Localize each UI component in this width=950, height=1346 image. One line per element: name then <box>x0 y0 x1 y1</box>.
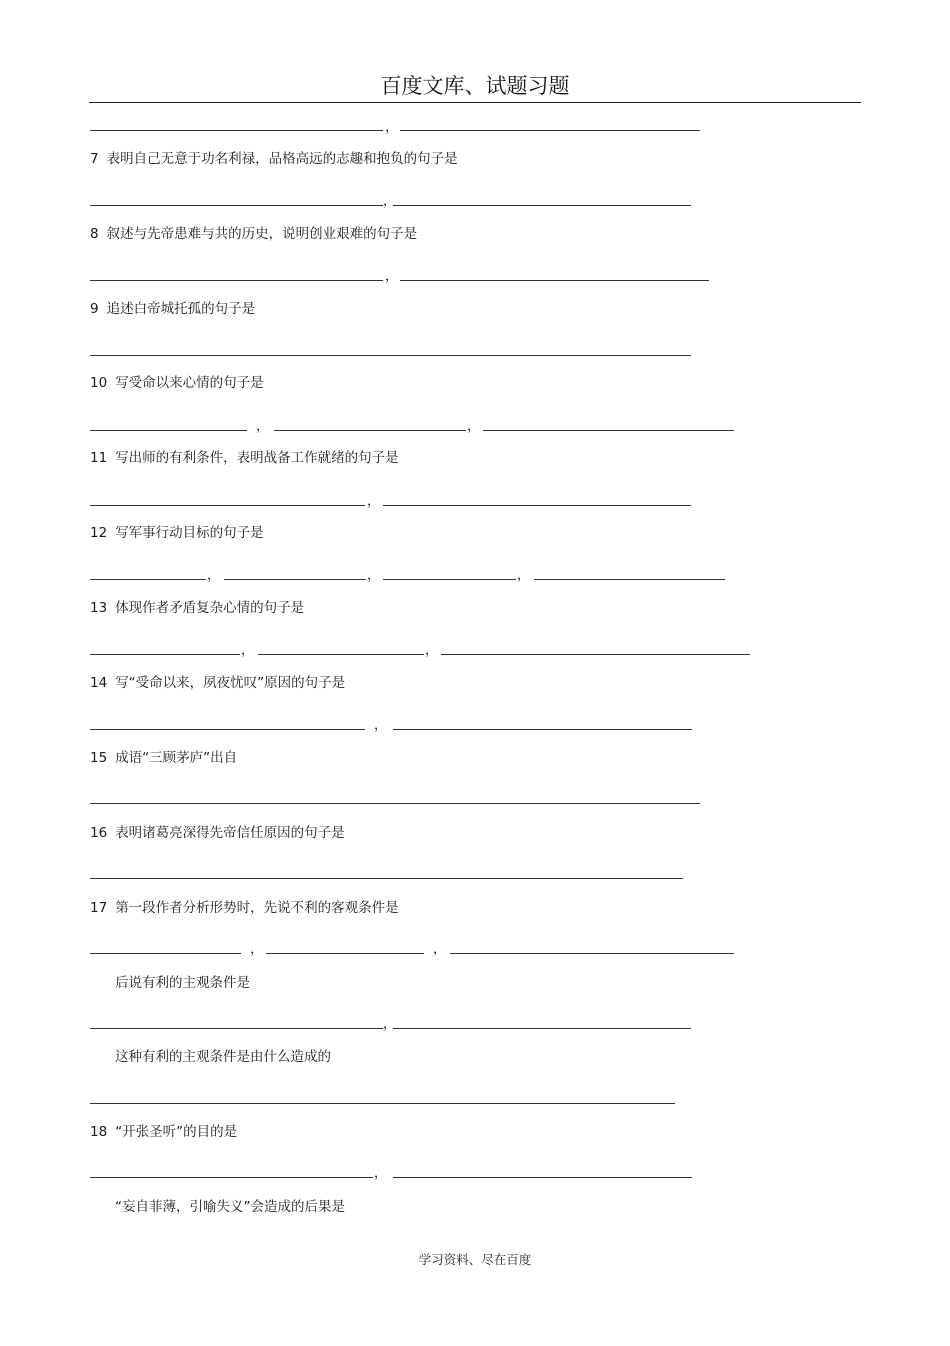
question-18 <box>90 1124 237 1140</box>
comma: ， <box>433 942 447 957</box>
header-rule <box>89 102 861 103</box>
question-text: 表明自己无意于功名利禄，品格高远的志趣和抱负的句子是 <box>106 151 458 167</box>
answer-line <box>90 803 700 804</box>
answer-line <box>90 1177 373 1178</box>
comma: ， <box>241 643 255 658</box>
question-8 <box>90 226 417 242</box>
q18-consequence-prompt: “妄自菲薄，引喻失义”会造成的后果是 <box>115 1199 345 1215</box>
question-10 <box>90 375 264 391</box>
question-16 <box>90 825 345 841</box>
comma: ， <box>374 1166 388 1181</box>
answer-line <box>400 130 700 131</box>
answer-line <box>90 355 691 356</box>
answer-line <box>266 953 424 954</box>
question-number: 13 <box>90 600 108 616</box>
answer-line <box>224 579 366 580</box>
comma: ， <box>374 718 388 733</box>
question-15 <box>90 750 237 766</box>
question-number: 16 <box>90 825 108 841</box>
page-header-title: 百度文库、试题习题 <box>380 74 570 98</box>
question-text: 写受命以来心情的句子是 <box>115 375 264 391</box>
page-footer: 学习资料、尽在百度 <box>418 1252 532 1267</box>
question-number: 18 <box>90 1124 108 1140</box>
question-12 <box>90 525 264 541</box>
answer-line <box>450 953 734 954</box>
answer-line <box>90 430 247 431</box>
answer-line <box>90 878 683 879</box>
answer-line <box>534 579 725 580</box>
question-text: 体现作者矛盾复杂心情的句子是 <box>115 600 305 616</box>
answer-line <box>90 1028 383 1029</box>
comma: ， <box>425 643 439 658</box>
question-number: 9 <box>90 301 99 317</box>
comma: ， <box>517 568 531 583</box>
comma: ， <box>367 494 381 509</box>
answer-line <box>393 205 691 206</box>
question-number: 12 <box>90 525 108 541</box>
question-text: 成语“三顾茅庐”出自 <box>115 750 238 766</box>
question-text: 叙述与先帝患难与共的历史，说明创业艰难的句子是 <box>106 226 418 242</box>
question-13 <box>90 600 304 616</box>
comma: ， <box>256 419 270 434</box>
answer-line <box>90 280 383 281</box>
answer-line <box>383 505 691 506</box>
question-text: 追述白帝城托孤的句子是 <box>106 301 256 317</box>
question-17 <box>90 900 399 916</box>
answer-line <box>483 430 734 431</box>
question-text: 表明诸葛亮深得先帝信任原因的句子是 <box>115 825 345 841</box>
comma: ， <box>367 568 381 583</box>
question-number: 17 <box>90 900 108 916</box>
answer-line <box>383 579 516 580</box>
question-7 <box>90 151 458 167</box>
question-9 <box>90 301 255 317</box>
answer-line <box>274 430 466 431</box>
answer-line <box>90 579 206 580</box>
answer-line <box>90 953 241 954</box>
question-text: 写军事行动目标的句子是 <box>115 525 264 541</box>
question-11 <box>90 450 399 466</box>
answer-line <box>90 505 365 506</box>
comma: ， <box>383 194 397 209</box>
answer-line <box>90 1103 675 1104</box>
q17-cause-prompt: 这种有利的主观条件是由什么造成的 <box>115 1049 331 1065</box>
question-number: 14 <box>90 675 108 691</box>
answer-line <box>90 130 383 131</box>
comma: ， <box>250 942 264 957</box>
question-text: 第一段作者分析形势时，先说不利的客观条件是 <box>115 900 399 916</box>
question-number: 8 <box>90 226 99 242</box>
comma: ， <box>385 269 399 284</box>
comma: ， <box>467 419 481 434</box>
answer-line <box>90 729 365 730</box>
question-14 <box>90 675 345 691</box>
question-text: 写“受命以来，夙夜忧叹”原因的句子是 <box>115 675 346 691</box>
question-number: 15 <box>90 750 108 766</box>
question-text: “开张圣听”的目的是 <box>115 1124 238 1140</box>
answer-line <box>441 654 750 655</box>
comma: ， <box>207 568 221 583</box>
answer-line <box>393 1177 692 1178</box>
answer-line <box>90 205 383 206</box>
answer-line <box>258 654 424 655</box>
question-number: 7 <box>90 151 99 167</box>
question-number: 10 <box>90 375 108 391</box>
answer-line <box>393 1028 691 1029</box>
question-text: 写出师的有利条件，表明战备工作就绪的句子是 <box>115 450 399 466</box>
answer-line <box>393 729 692 730</box>
q17-favorable-prompt: 后说有利的主观条件是 <box>115 975 250 991</box>
answer-line <box>90 654 240 655</box>
answer-line <box>400 280 709 281</box>
question-number: 11 <box>90 450 108 466</box>
comma: ， <box>383 1017 397 1032</box>
comma: ， <box>385 120 399 135</box>
